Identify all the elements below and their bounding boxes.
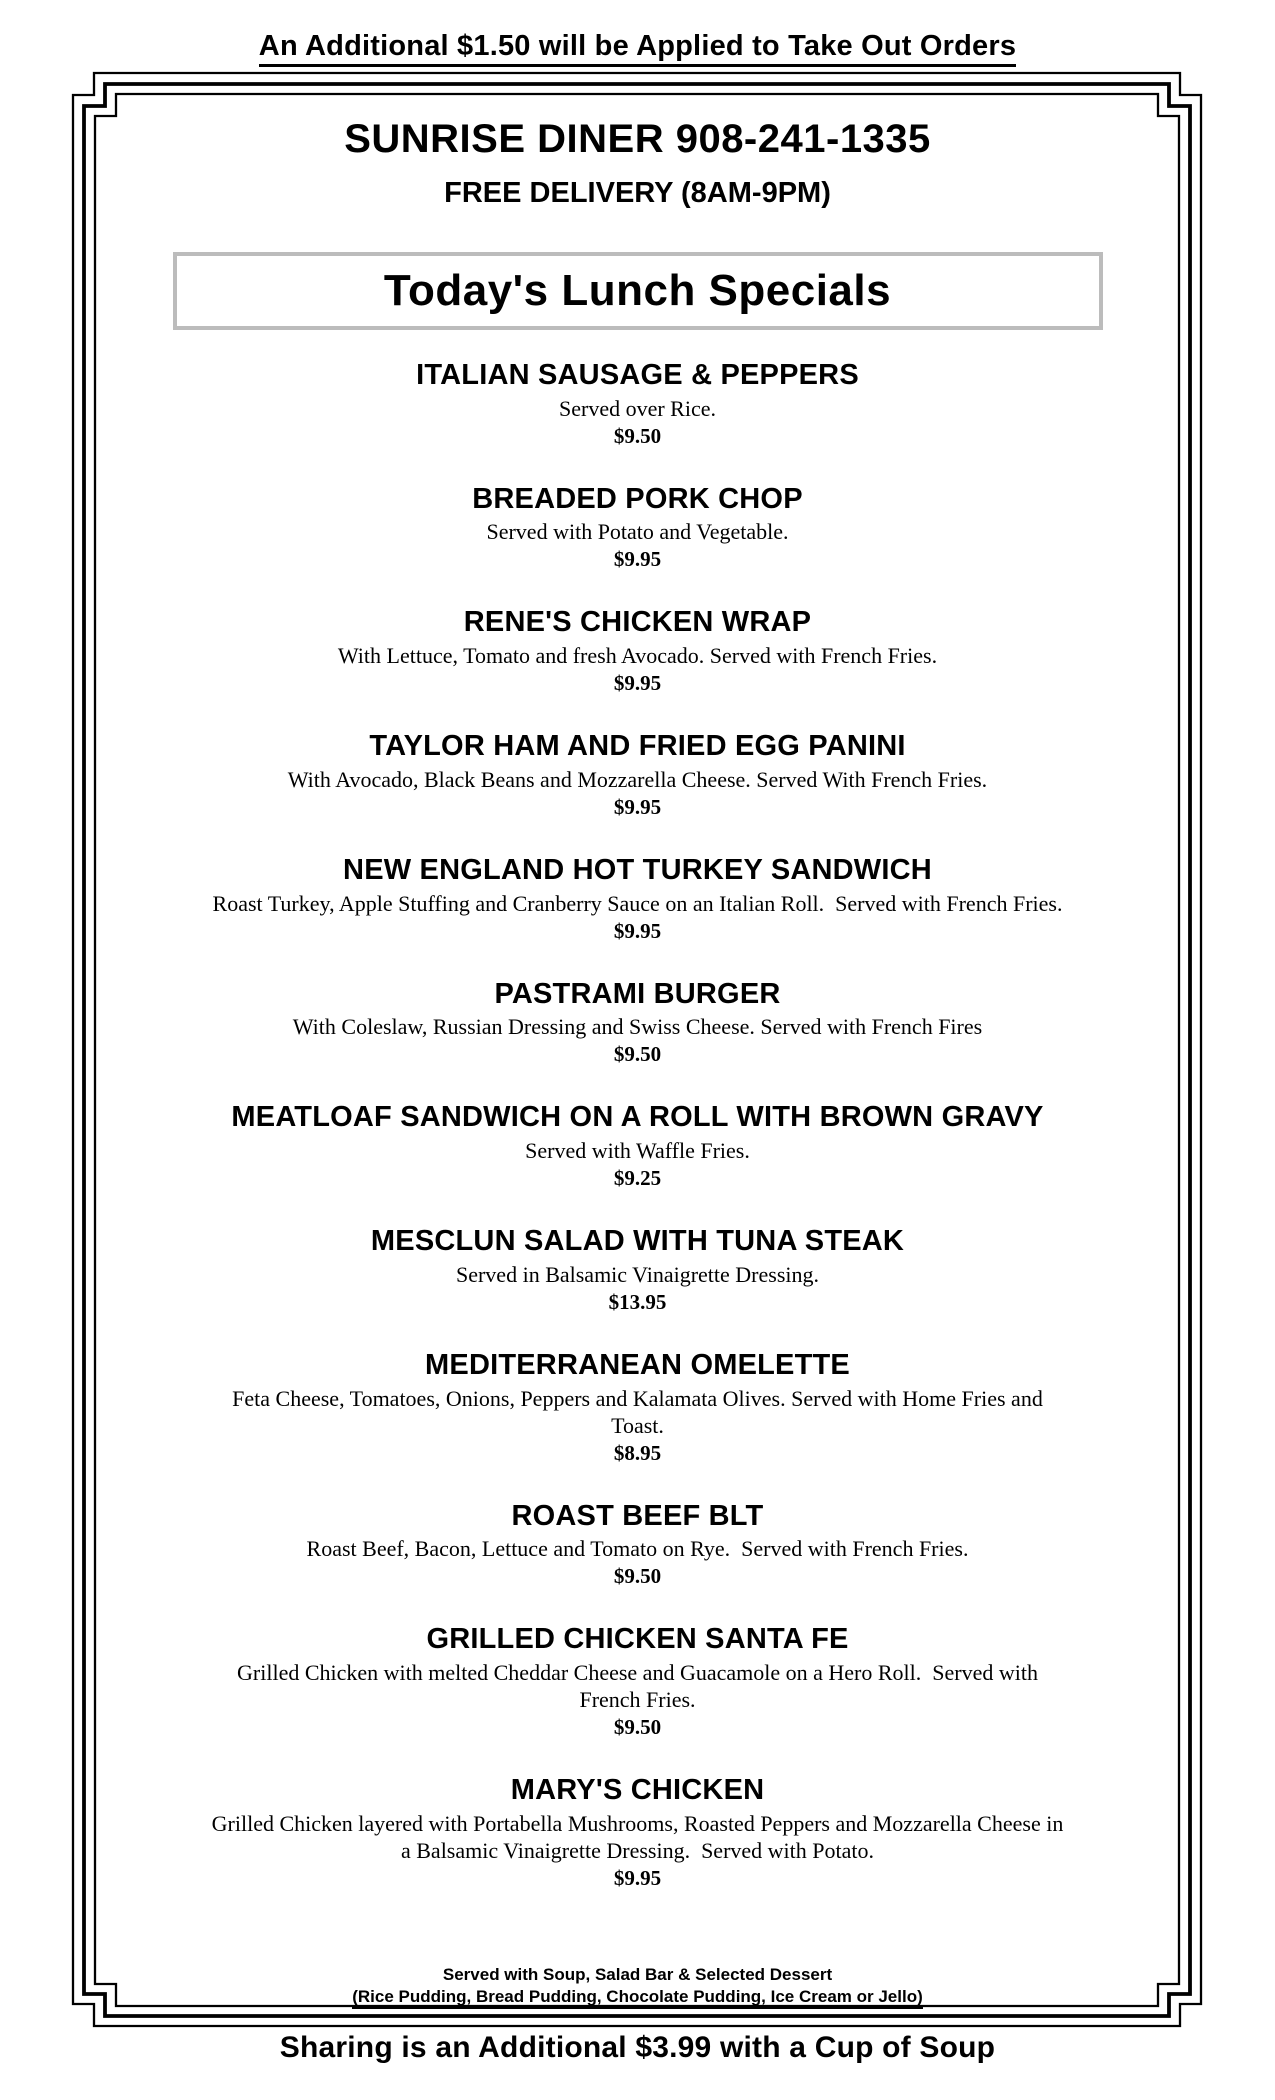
menu-item-price: $13.95: [608, 1289, 667, 1314]
menu-item: [207, 484, 1069, 572]
menu-item-description: With Coleslaw, Russian Dressing and Swiss Cheese. Served with French Fires: [292, 1014, 983, 1040]
menu-item-price: $9.50: [613, 1564, 662, 1589]
menu-item-name: PASTRAMI BURGER: [494, 977, 781, 1010]
menu-item: [207, 1350, 1069, 1465]
takeout-surcharge-text: An Additional $1.50 will be Applied to Take Out Orders: [259, 30, 1016, 67]
menu-item-description: Grilled Chicken layered with Portabella Mushrooms, Roasted Peppers and Mozzarella Cheese in a Balsamic Vinaigrette Dressing. Served with Potato.: [211, 1810, 1069, 1863]
menu-item-description: Roast Turkey, Apple Stuffing and Cranberry Sauce on an Italian Roll. Served with French Fries.: [212, 890, 1063, 916]
menu-item-description: Grilled Chicken with melted Cheddar Cheese and Guacamole on a Hero Roll. Served with French Fries.: [237, 1660, 1044, 1713]
menu-item: [207, 1775, 1069, 1890]
delivery-info: FREE DELIVERY (8AM-9PM): [444, 177, 831, 209]
takeout-surcharge-notice: [0, 30, 1275, 63]
menu-item: [207, 1226, 1069, 1314]
included-sides-note: [0, 1964, 1275, 2008]
menu-item-price: $9.95: [613, 671, 662, 696]
menu-item: [207, 855, 1069, 943]
dessert-options-line: (Rice Pudding, Bread Pudding, Chocolate Pudding, Ice Cream or Jello): [352, 1987, 923, 2009]
section-title-box: [173, 252, 1103, 330]
menu-item-description: With Lettuce, Tomato and fresh Avocado. Served with French Fries.: [337, 643, 938, 669]
sharing-surcharge-notice: Sharing is an Additional $3.99 with a Cup of Soup: [279, 2031, 996, 2064]
menu-item-name: RENE'S CHICKEN WRAP: [463, 606, 812, 639]
menu-item-price: $9.50: [613, 423, 662, 448]
menu-item: [207, 607, 1069, 695]
menu-item-description: Served in Balsamic Vinaigrette Dressing.: [455, 1261, 820, 1287]
dessert-options-line-wrap: [0, 1986, 1275, 2008]
menu-items-list: [207, 360, 1069, 1926]
menu-item-price: $9.95: [613, 547, 662, 572]
section-title: Today's Lunch Specials: [383, 266, 892, 315]
menu-item-name: MEDITERRANEAN OMELETTE: [425, 1348, 850, 1381]
menu-item-price: $9.25: [613, 1166, 662, 1191]
menu-item-name: GRILLED CHICKEN SANTA FE: [426, 1623, 849, 1656]
menu-item-price: $9.95: [613, 794, 662, 819]
menu-item-name: MARY'S CHICKEN: [510, 1774, 765, 1807]
menu-item-name: MESCLUN SALAD WITH TUNA STEAK: [370, 1225, 905, 1258]
menu-item: [207, 979, 1069, 1067]
menu-item-description: Feta Cheese, Tomatoes, Onions, Peppers and Kalamata Olives. Served with Home Fries and Toast.: [232, 1385, 1048, 1438]
menu-item-price: $9.95: [613, 918, 662, 943]
menu-item-description: Roast Beef, Bacon, Lettuce and Tomato on Rye. Served with French Fries.: [306, 1536, 969, 1562]
menu-item-price: $9.50: [613, 1715, 662, 1740]
menu-item-price: $9.50: [613, 1042, 662, 1067]
menu-item-description: Served with Potato and Vegetable.: [486, 519, 789, 545]
menu-item-description: With Avocado, Black Beans and Mozzarella Cheese. Served With French Fries.: [287, 766, 988, 792]
menu-item-description: Served over Rice.: [559, 395, 716, 421]
included-sides-line: Served with Soup, Salad Bar & Selected Dessert: [442, 1965, 833, 1984]
menu-item-name: ROAST BEEF BLT: [511, 1499, 764, 1532]
menu-item: [207, 731, 1069, 819]
menu-item-name: ITALIAN SAUSAGE & PEPPERS: [416, 359, 859, 391]
restaurant-title: SUNRISE DINER 908-241-1335: [344, 117, 931, 161]
menu-item: [207, 1624, 1069, 1739]
menu-item-name: MEATLOAF SANDWICH ON A ROLL WITH BROWN GRAVY: [231, 1101, 1044, 1134]
menu-item: [207, 1102, 1069, 1190]
menu-item-description: Served with Waffle Fries.: [525, 1138, 750, 1164]
menu-item: [207, 1501, 1069, 1589]
menu-item-price: $9.95: [613, 1865, 662, 1890]
menu-item-name: NEW ENGLAND HOT TURKEY SANDWICH: [343, 853, 932, 886]
menu-item-name: BREADED PORK CHOP: [472, 482, 803, 515]
menu-item: [207, 360, 1069, 448]
menu-item-name: TAYLOR HAM AND FRIED EGG PANINI: [369, 730, 906, 763]
menu-item-price: $8.95: [613, 1440, 662, 1465]
